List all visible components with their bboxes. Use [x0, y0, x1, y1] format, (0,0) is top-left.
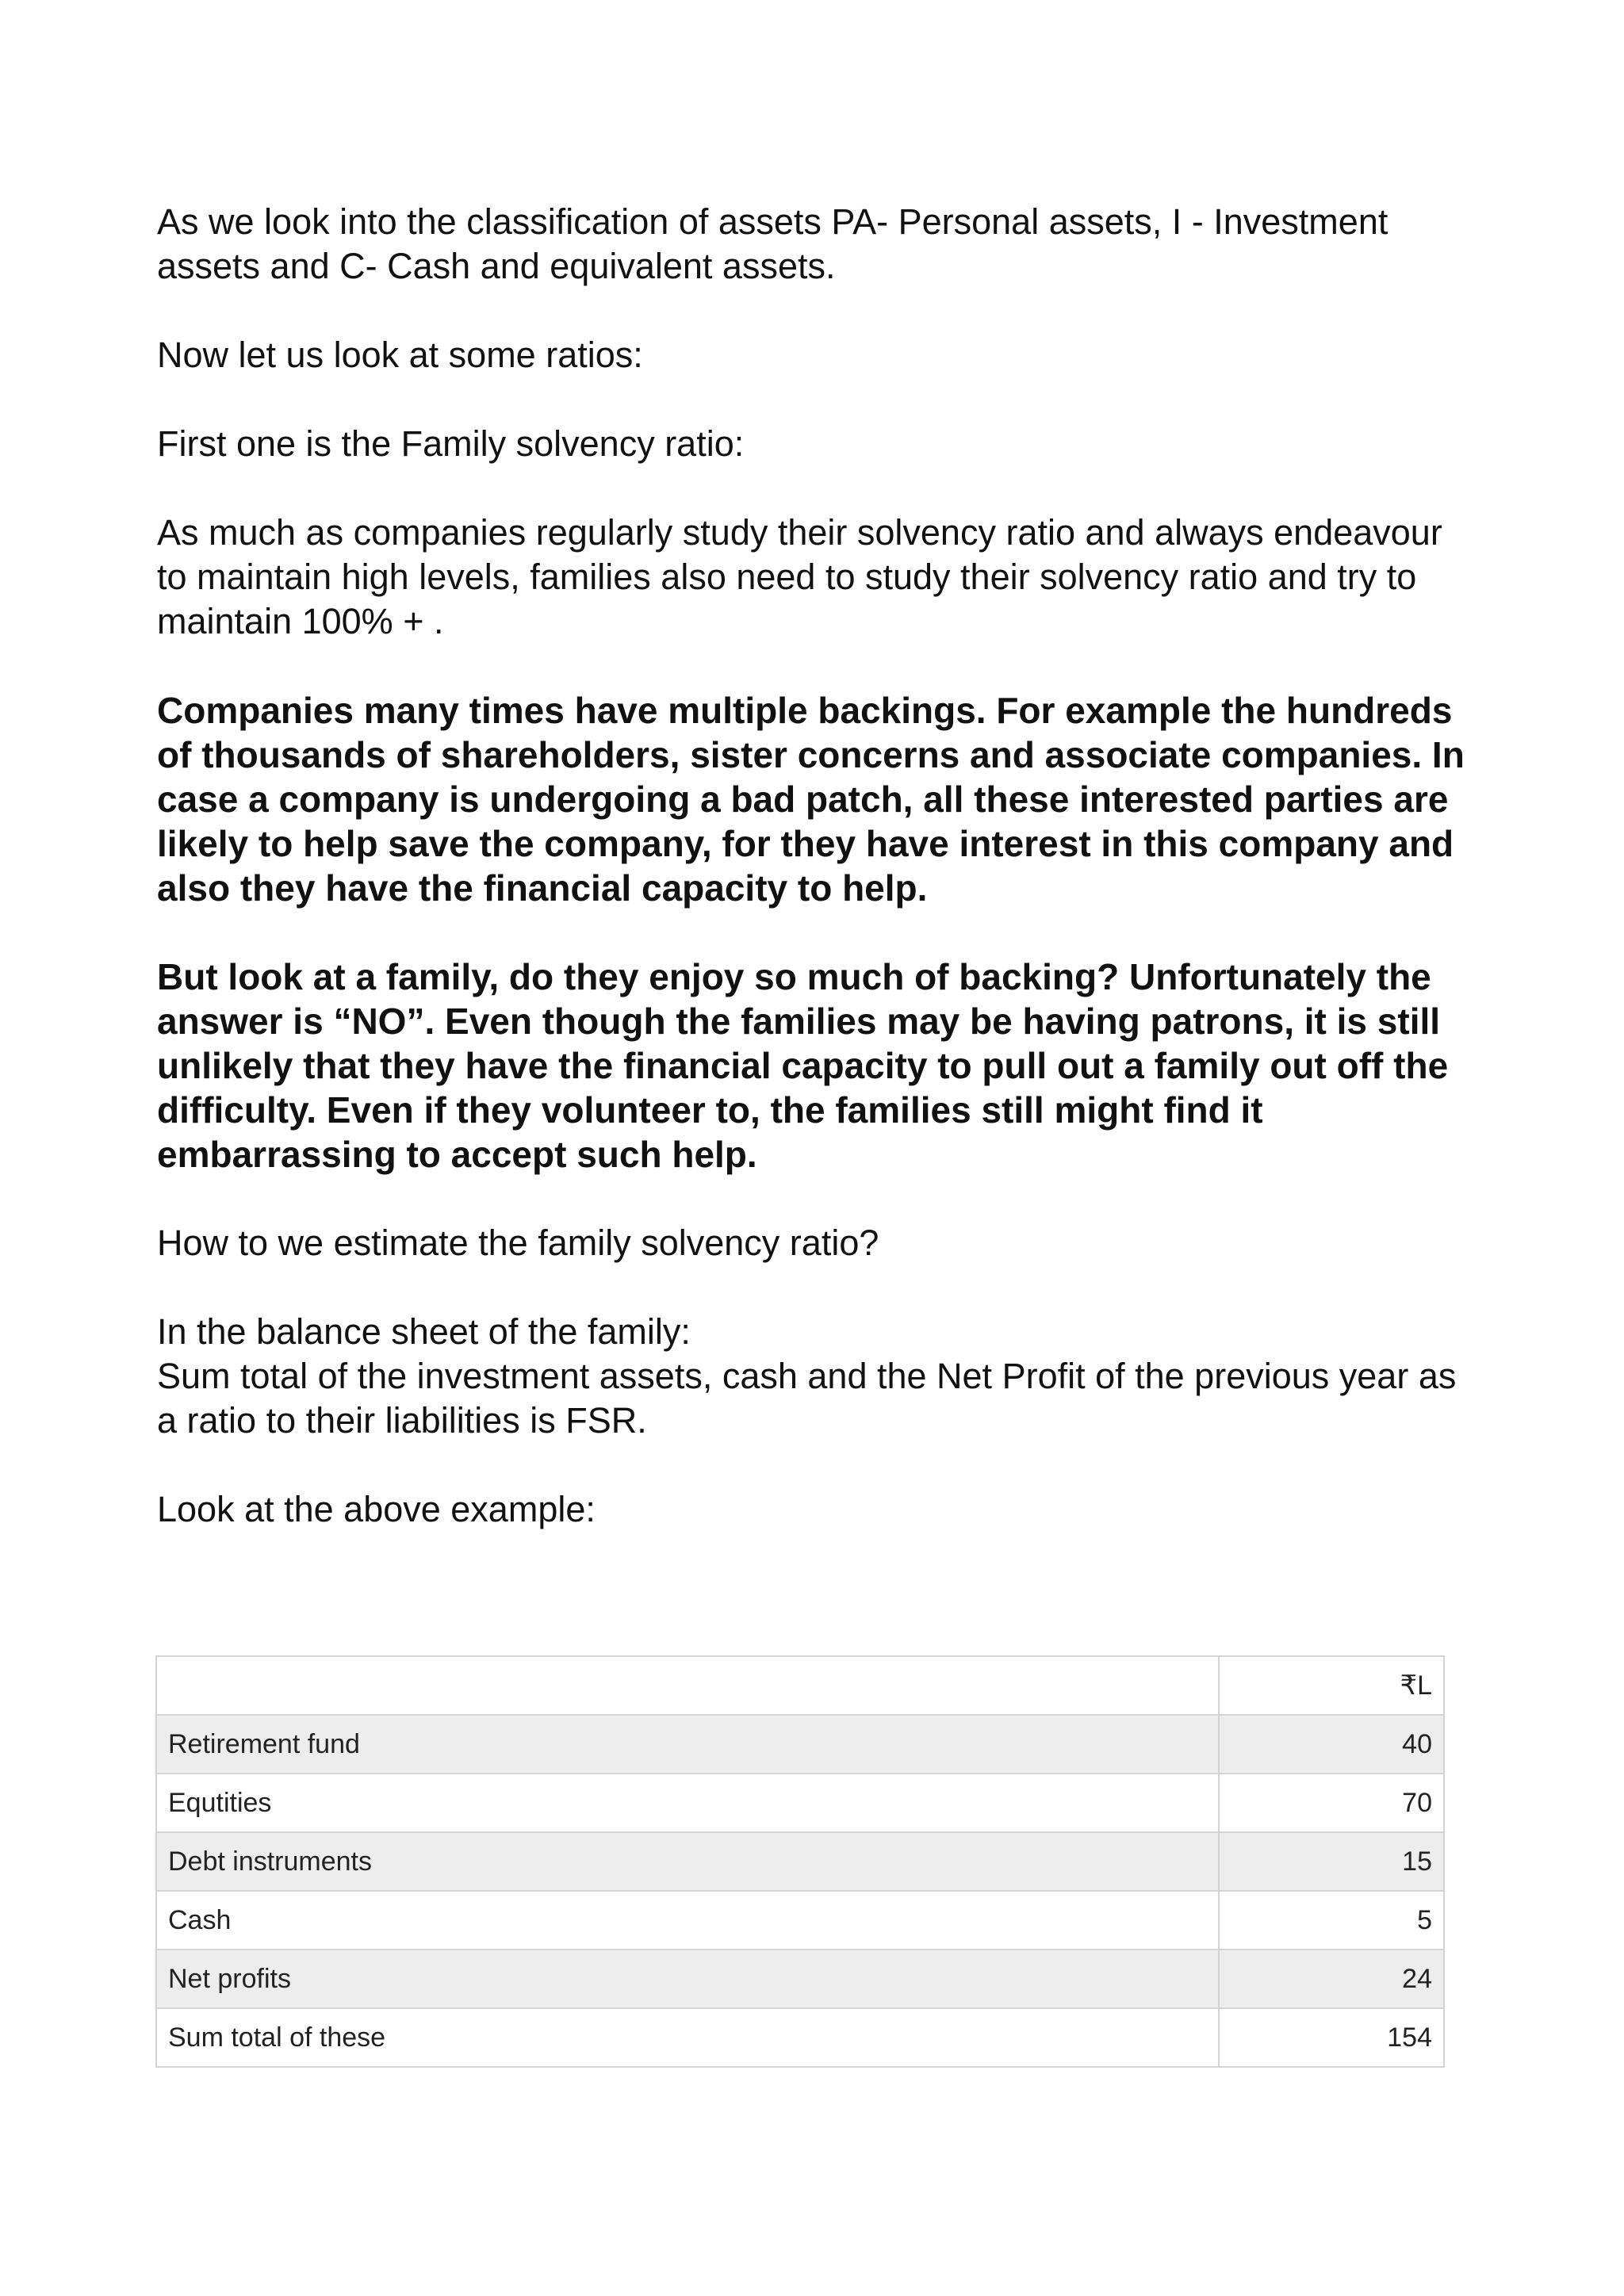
table-row-label: Cash [156, 1891, 1219, 1950]
paragraph-family-backing: But look at a family, do they enjoy so much of backing? Unfortunately the answer is “NO”. Even though the families may be having patrons, it is still unlikely that they have the financial capacity to pull out a family out off the difficulty. Even if they volunteer to, the families still might find it embarrassing to accept such help. [157, 956, 1449, 1175]
table-row-value: 24 [1219, 1950, 1444, 2008]
table-row-value: 70 [1219, 1774, 1444, 1832]
paragraph-company-backings: Companies many times have multiple backings. For example the hundreds of thousands of shareholders, sister concerns and associate companies. In case a company is undergoing a bad patch, all these interested parties are likely to help save the company, for they have interest in this company and also they have the financial capacity to help. [157, 690, 1465, 909]
table-row-label: Retirement fund [156, 1715, 1219, 1774]
table-row-value: 40 [1219, 1715, 1444, 1774]
table-header-row [156, 1656, 1444, 1715]
table-row [156, 1950, 1444, 2008]
table-row-label: Sum total of these [156, 2008, 1219, 2067]
table-row [156, 1891, 1444, 1950]
assets-table [155, 1655, 1445, 2068]
table-row-value: 15 [1219, 1832, 1444, 1891]
paragraph-example-lead: Look at the above example: [157, 1489, 596, 1529]
table-row-value: 154 [1219, 2008, 1444, 2067]
table-row [156, 1715, 1444, 1774]
table-row [156, 1832, 1444, 1891]
table-row-label: Debt instruments [156, 1832, 1219, 1891]
table-row-total [156, 2008, 1444, 2067]
table-row-value: 5 [1219, 1891, 1444, 1950]
table-header-unit: ₹L [1219, 1656, 1444, 1715]
paragraph-estimate-question: How to we estimate the family solvency ratio? [157, 1223, 879, 1263]
paragraph-companies-solvency: As much as companies regularly study their solvency ratio and always endeavour to maintain high levels, families also need to study their solvency ratio and try to maintain 100% + . [157, 512, 1442, 641]
paragraph-ratios-intro: Now let us look at some ratios: [157, 335, 643, 375]
paragraph-asset-classification: As we look into the classification of assets PA- Personal assets, I - Investment assets and C- Cash and equivalent assets. [157, 201, 1388, 286]
paragraph-fsr-definition: Sum total of the investment assets, cash and the Net Profit of the previous year as a ratio to their liabilities is FSR. [157, 1356, 1457, 1441]
paragraph-family-solvency-ratio: First one is the Family solvency ratio: [157, 423, 745, 464]
assets-table-container [155, 1655, 1445, 2068]
table-header-label-cell [156, 1656, 1219, 1715]
paragraph-balance-sheet: In the balance sheet of the family: [157, 1311, 691, 1352]
table-row-label: Net profits [156, 1950, 1219, 2008]
document-body [157, 200, 1473, 1532]
table-row-label: Equtities [156, 1774, 1219, 1832]
table-row [156, 1774, 1444, 1832]
